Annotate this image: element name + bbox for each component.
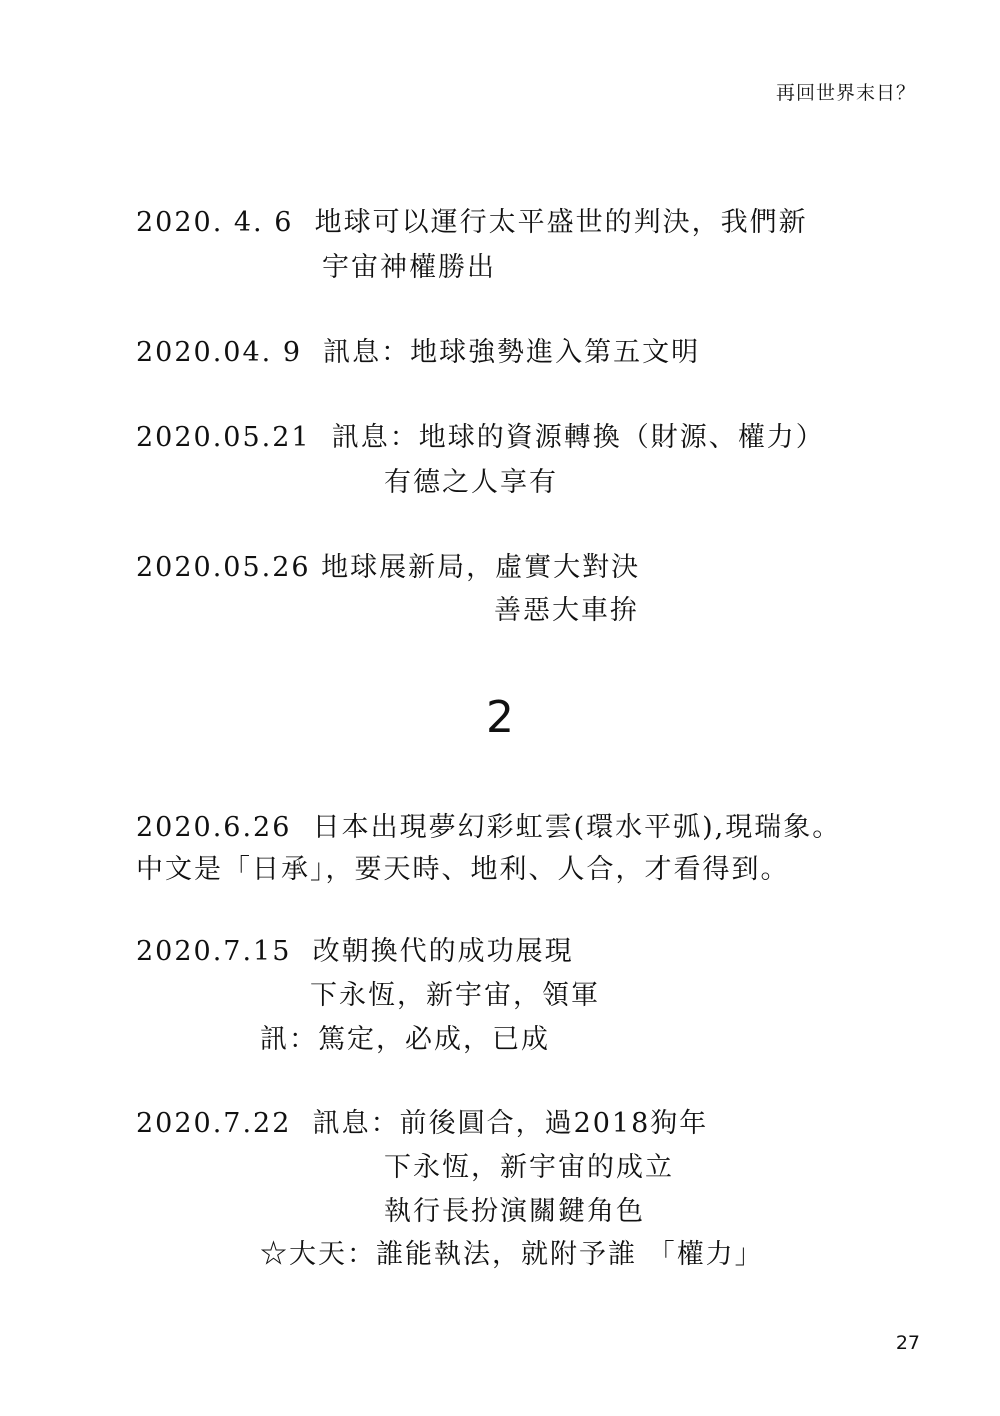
entry-line: 下永恆，新宇宙的成立 xyxy=(384,1152,674,1183)
entry-line: 訊：篤定，必成，已成 xyxy=(260,1024,550,1055)
entry-line: 2020.05.26 地球展新局，虛實大對決 xyxy=(136,552,641,583)
entry-line: 2020.7.15 改朝換代的成功展現 xyxy=(136,936,574,967)
entry-line: 宇宙神權勝出 xyxy=(322,252,496,283)
entry-line: 下永恆，新宇宙，領軍 xyxy=(310,980,600,1011)
entry-line: 2020.04. 9 訊息：地球強勢進入第五文明 xyxy=(136,337,701,368)
entry-line: 2020.7.22 訊息：前後圓合，過2018狗年 xyxy=(136,1108,709,1139)
running-header: 再回世界末日？ xyxy=(775,82,916,104)
entry-line: ☆大天：誰能執法，就附予誰 「權力」 xyxy=(260,1239,764,1270)
entry-line: 2020. 4. 6 地球可以運行太平盛世的判決，我們新 xyxy=(136,207,808,238)
entry-line: 善惡大車拚 xyxy=(494,595,639,626)
entry-line: 中文是「日承」，要天時、地利、人合，才看得到。 xyxy=(136,854,790,885)
entry-line: 執行長扮演關鍵角色 xyxy=(384,1196,645,1227)
entry-line: 2020.05.21 訊息：地球的資源轉換（財源、權力） xyxy=(136,422,825,453)
entry-line: 有德之人享有 xyxy=(384,467,558,498)
page-number: 27 xyxy=(895,1332,920,1354)
section-number: 2 xyxy=(486,692,514,743)
entry-line: 2020.6.26 日本出現夢幻彩虹雲(環水平弧),現瑞象。 xyxy=(136,812,842,843)
